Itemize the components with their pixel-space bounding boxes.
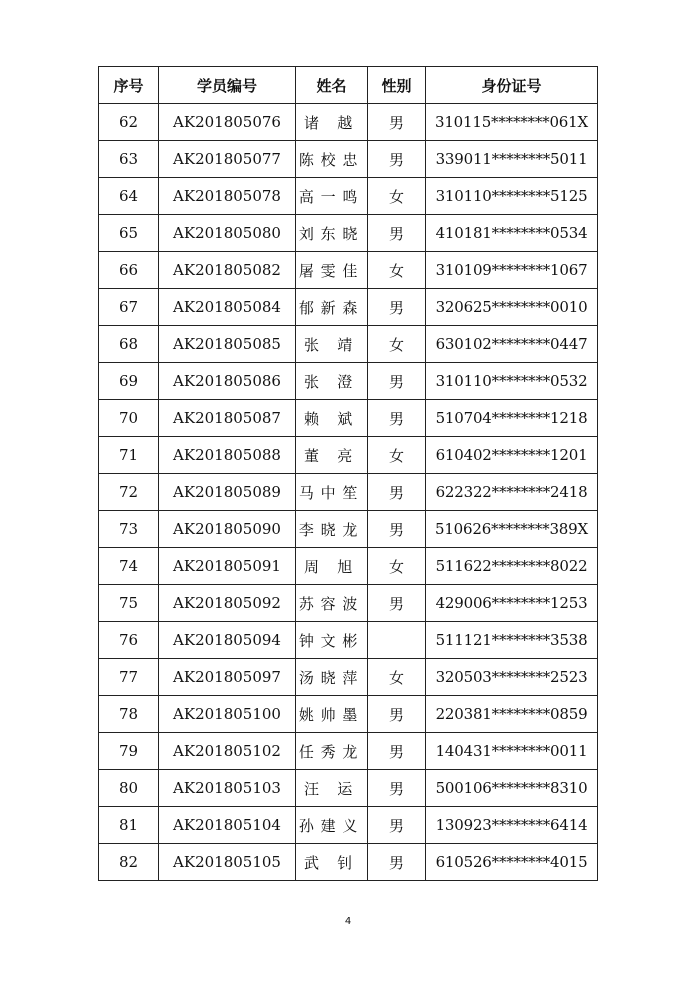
name-cell: 周 旭 xyxy=(296,548,368,585)
name-cell: 孙建义 xyxy=(296,807,368,844)
table-row xyxy=(99,622,598,659)
table-row xyxy=(99,844,598,881)
gender-cell: 女 xyxy=(368,252,426,289)
header-gender: 性别 xyxy=(368,67,426,104)
student-id-cell: AK201805087 xyxy=(159,400,296,437)
id-card-cell: 310109********1067 xyxy=(426,252,598,289)
name-cell: 张 澄 xyxy=(296,363,368,400)
table-row xyxy=(99,733,598,770)
student-id-cell: AK201805078 xyxy=(159,178,296,215)
id-card-cell: 320625********0010 xyxy=(426,289,598,326)
id-card-cell: 140431********0011 xyxy=(426,733,598,770)
table-row xyxy=(99,770,598,807)
name-cell: 汤晓萍 xyxy=(296,659,368,696)
name-cell: 刘东晓 xyxy=(296,215,368,252)
gender-cell: 男 xyxy=(368,289,426,326)
table-row xyxy=(99,585,598,622)
student-id-cell: AK201805086 xyxy=(159,363,296,400)
serial-number-cell: 66 xyxy=(99,252,159,289)
gender-cell: 男 xyxy=(368,400,426,437)
student-id-cell: AK201805076 xyxy=(159,104,296,141)
serial-number-cell: 77 xyxy=(99,659,159,696)
table-row xyxy=(99,178,598,215)
id-card-cell: 610526********4015 xyxy=(426,844,598,881)
table-row xyxy=(99,437,598,474)
table-row xyxy=(99,215,598,252)
serial-number-cell: 82 xyxy=(99,844,159,881)
student-id-cell: AK201805091 xyxy=(159,548,296,585)
serial-number-cell: 76 xyxy=(99,622,159,659)
table-row xyxy=(99,807,598,844)
student-id-cell: AK201805092 xyxy=(159,585,296,622)
serial-number-cell: 63 xyxy=(99,141,159,178)
name-cell: 董 亮 xyxy=(296,437,368,474)
student-id-cell: AK201805077 xyxy=(159,141,296,178)
id-card-cell: 622322********2418 xyxy=(426,474,598,511)
gender-cell: 男 xyxy=(368,141,426,178)
name-cell: 汪 运 xyxy=(296,770,368,807)
student-id-cell: AK201805097 xyxy=(159,659,296,696)
id-card-cell: 310110********0532 xyxy=(426,363,598,400)
table-row xyxy=(99,511,598,548)
gender-cell: 女 xyxy=(368,437,426,474)
student-id-cell: AK201805082 xyxy=(159,252,296,289)
student-id-cell: AK201805100 xyxy=(159,696,296,733)
student-id-cell: AK201805080 xyxy=(159,215,296,252)
table-row xyxy=(99,326,598,363)
name-cell: 诸 越 xyxy=(296,104,368,141)
name-cell: 郁新森 xyxy=(296,289,368,326)
id-card-cell: 410181********0534 xyxy=(426,215,598,252)
serial-number-cell: 72 xyxy=(99,474,159,511)
id-card-cell: 130923********6414 xyxy=(426,807,598,844)
gender-cell: 男 xyxy=(368,363,426,400)
gender-cell: 男 xyxy=(368,807,426,844)
header-name: 姓名 xyxy=(296,67,368,104)
id-card-cell: 511622********8022 xyxy=(426,548,598,585)
table-row xyxy=(99,141,598,178)
serial-number-cell: 70 xyxy=(99,400,159,437)
gender-cell: 男 xyxy=(368,585,426,622)
gender-cell: 男 xyxy=(368,844,426,881)
serial-number-cell: 78 xyxy=(99,696,159,733)
table-row xyxy=(99,659,598,696)
gender-cell: 男 xyxy=(368,215,426,252)
header-student-id: 学员编号 xyxy=(159,67,296,104)
table-row xyxy=(99,289,598,326)
table-row xyxy=(99,474,598,511)
serial-number-cell: 73 xyxy=(99,511,159,548)
id-card-cell: 510704********1218 xyxy=(426,400,598,437)
id-card-cell: 510626********389X xyxy=(426,511,598,548)
student-id-cell: AK201805089 xyxy=(159,474,296,511)
name-cell: 武 钊 xyxy=(296,844,368,881)
gender-cell: 女 xyxy=(368,178,426,215)
header-id-card: 身份证号 xyxy=(426,67,598,104)
table-row xyxy=(99,548,598,585)
name-cell: 高一鸣 xyxy=(296,178,368,215)
gender-cell: 男 xyxy=(368,696,426,733)
serial-number-cell: 67 xyxy=(99,289,159,326)
page-number: 4 xyxy=(344,916,352,927)
id-card-cell: 500106********8310 xyxy=(426,770,598,807)
id-card-cell: 220381********0859 xyxy=(426,696,598,733)
serial-number-cell: 62 xyxy=(99,104,159,141)
student-id-cell: AK201805085 xyxy=(159,326,296,363)
table-row xyxy=(99,252,598,289)
student-id-cell: AK201805090 xyxy=(159,511,296,548)
name-cell: 屠雯佳 xyxy=(296,252,368,289)
student-id-cell: AK201805104 xyxy=(159,807,296,844)
student-id-cell: AK201805103 xyxy=(159,770,296,807)
gender-cell: 女 xyxy=(368,326,426,363)
name-cell: 钟文彬 xyxy=(296,622,368,659)
id-card-cell: 429006********1253 xyxy=(426,585,598,622)
name-cell: 姚帅墨 xyxy=(296,696,368,733)
serial-number-cell: 79 xyxy=(99,733,159,770)
name-cell: 陈校忠 xyxy=(296,141,368,178)
id-card-cell: 339011********5011 xyxy=(426,141,598,178)
id-card-cell: 320503********2523 xyxy=(426,659,598,696)
table-header-row xyxy=(99,67,598,104)
student-id-cell: AK201805084 xyxy=(159,289,296,326)
serial-number-cell: 80 xyxy=(99,770,159,807)
gender-cell: 男 xyxy=(368,733,426,770)
name-cell: 赖 斌 xyxy=(296,400,368,437)
serial-number-cell: 69 xyxy=(99,363,159,400)
table-row xyxy=(99,363,598,400)
serial-number-cell: 75 xyxy=(99,585,159,622)
name-cell: 马中笙 xyxy=(296,474,368,511)
gender-cell: 男 xyxy=(368,511,426,548)
gender-cell: 男 xyxy=(368,474,426,511)
gender-cell xyxy=(368,622,426,659)
table-body xyxy=(99,104,598,881)
student-id-cell: AK201805088 xyxy=(159,437,296,474)
student-roster-table xyxy=(98,66,598,881)
gender-cell: 女 xyxy=(368,659,426,696)
header-serial-number: 序号 xyxy=(99,67,159,104)
student-id-cell: AK201805094 xyxy=(159,622,296,659)
table-row xyxy=(99,400,598,437)
serial-number-cell: 81 xyxy=(99,807,159,844)
name-cell: 张 靖 xyxy=(296,326,368,363)
gender-cell: 男 xyxy=(368,104,426,141)
gender-cell: 男 xyxy=(368,770,426,807)
name-cell: 任秀龙 xyxy=(296,733,368,770)
student-id-cell: AK201805102 xyxy=(159,733,296,770)
id-card-cell: 511121********3538 xyxy=(426,622,598,659)
serial-number-cell: 64 xyxy=(99,178,159,215)
id-card-cell: 310115********061X xyxy=(426,104,598,141)
id-card-cell: 610402********1201 xyxy=(426,437,598,474)
student-id-cell: AK201805105 xyxy=(159,844,296,881)
name-cell: 苏容波 xyxy=(296,585,368,622)
gender-cell: 女 xyxy=(368,548,426,585)
table-row xyxy=(99,696,598,733)
table-row xyxy=(99,104,598,141)
serial-number-cell: 68 xyxy=(99,326,159,363)
name-cell: 李晓龙 xyxy=(296,511,368,548)
serial-number-cell: 71 xyxy=(99,437,159,474)
serial-number-cell: 65 xyxy=(99,215,159,252)
serial-number-cell: 74 xyxy=(99,548,159,585)
id-card-cell: 630102********0447 xyxy=(426,326,598,363)
id-card-cell: 310110********5125 xyxy=(426,178,598,215)
